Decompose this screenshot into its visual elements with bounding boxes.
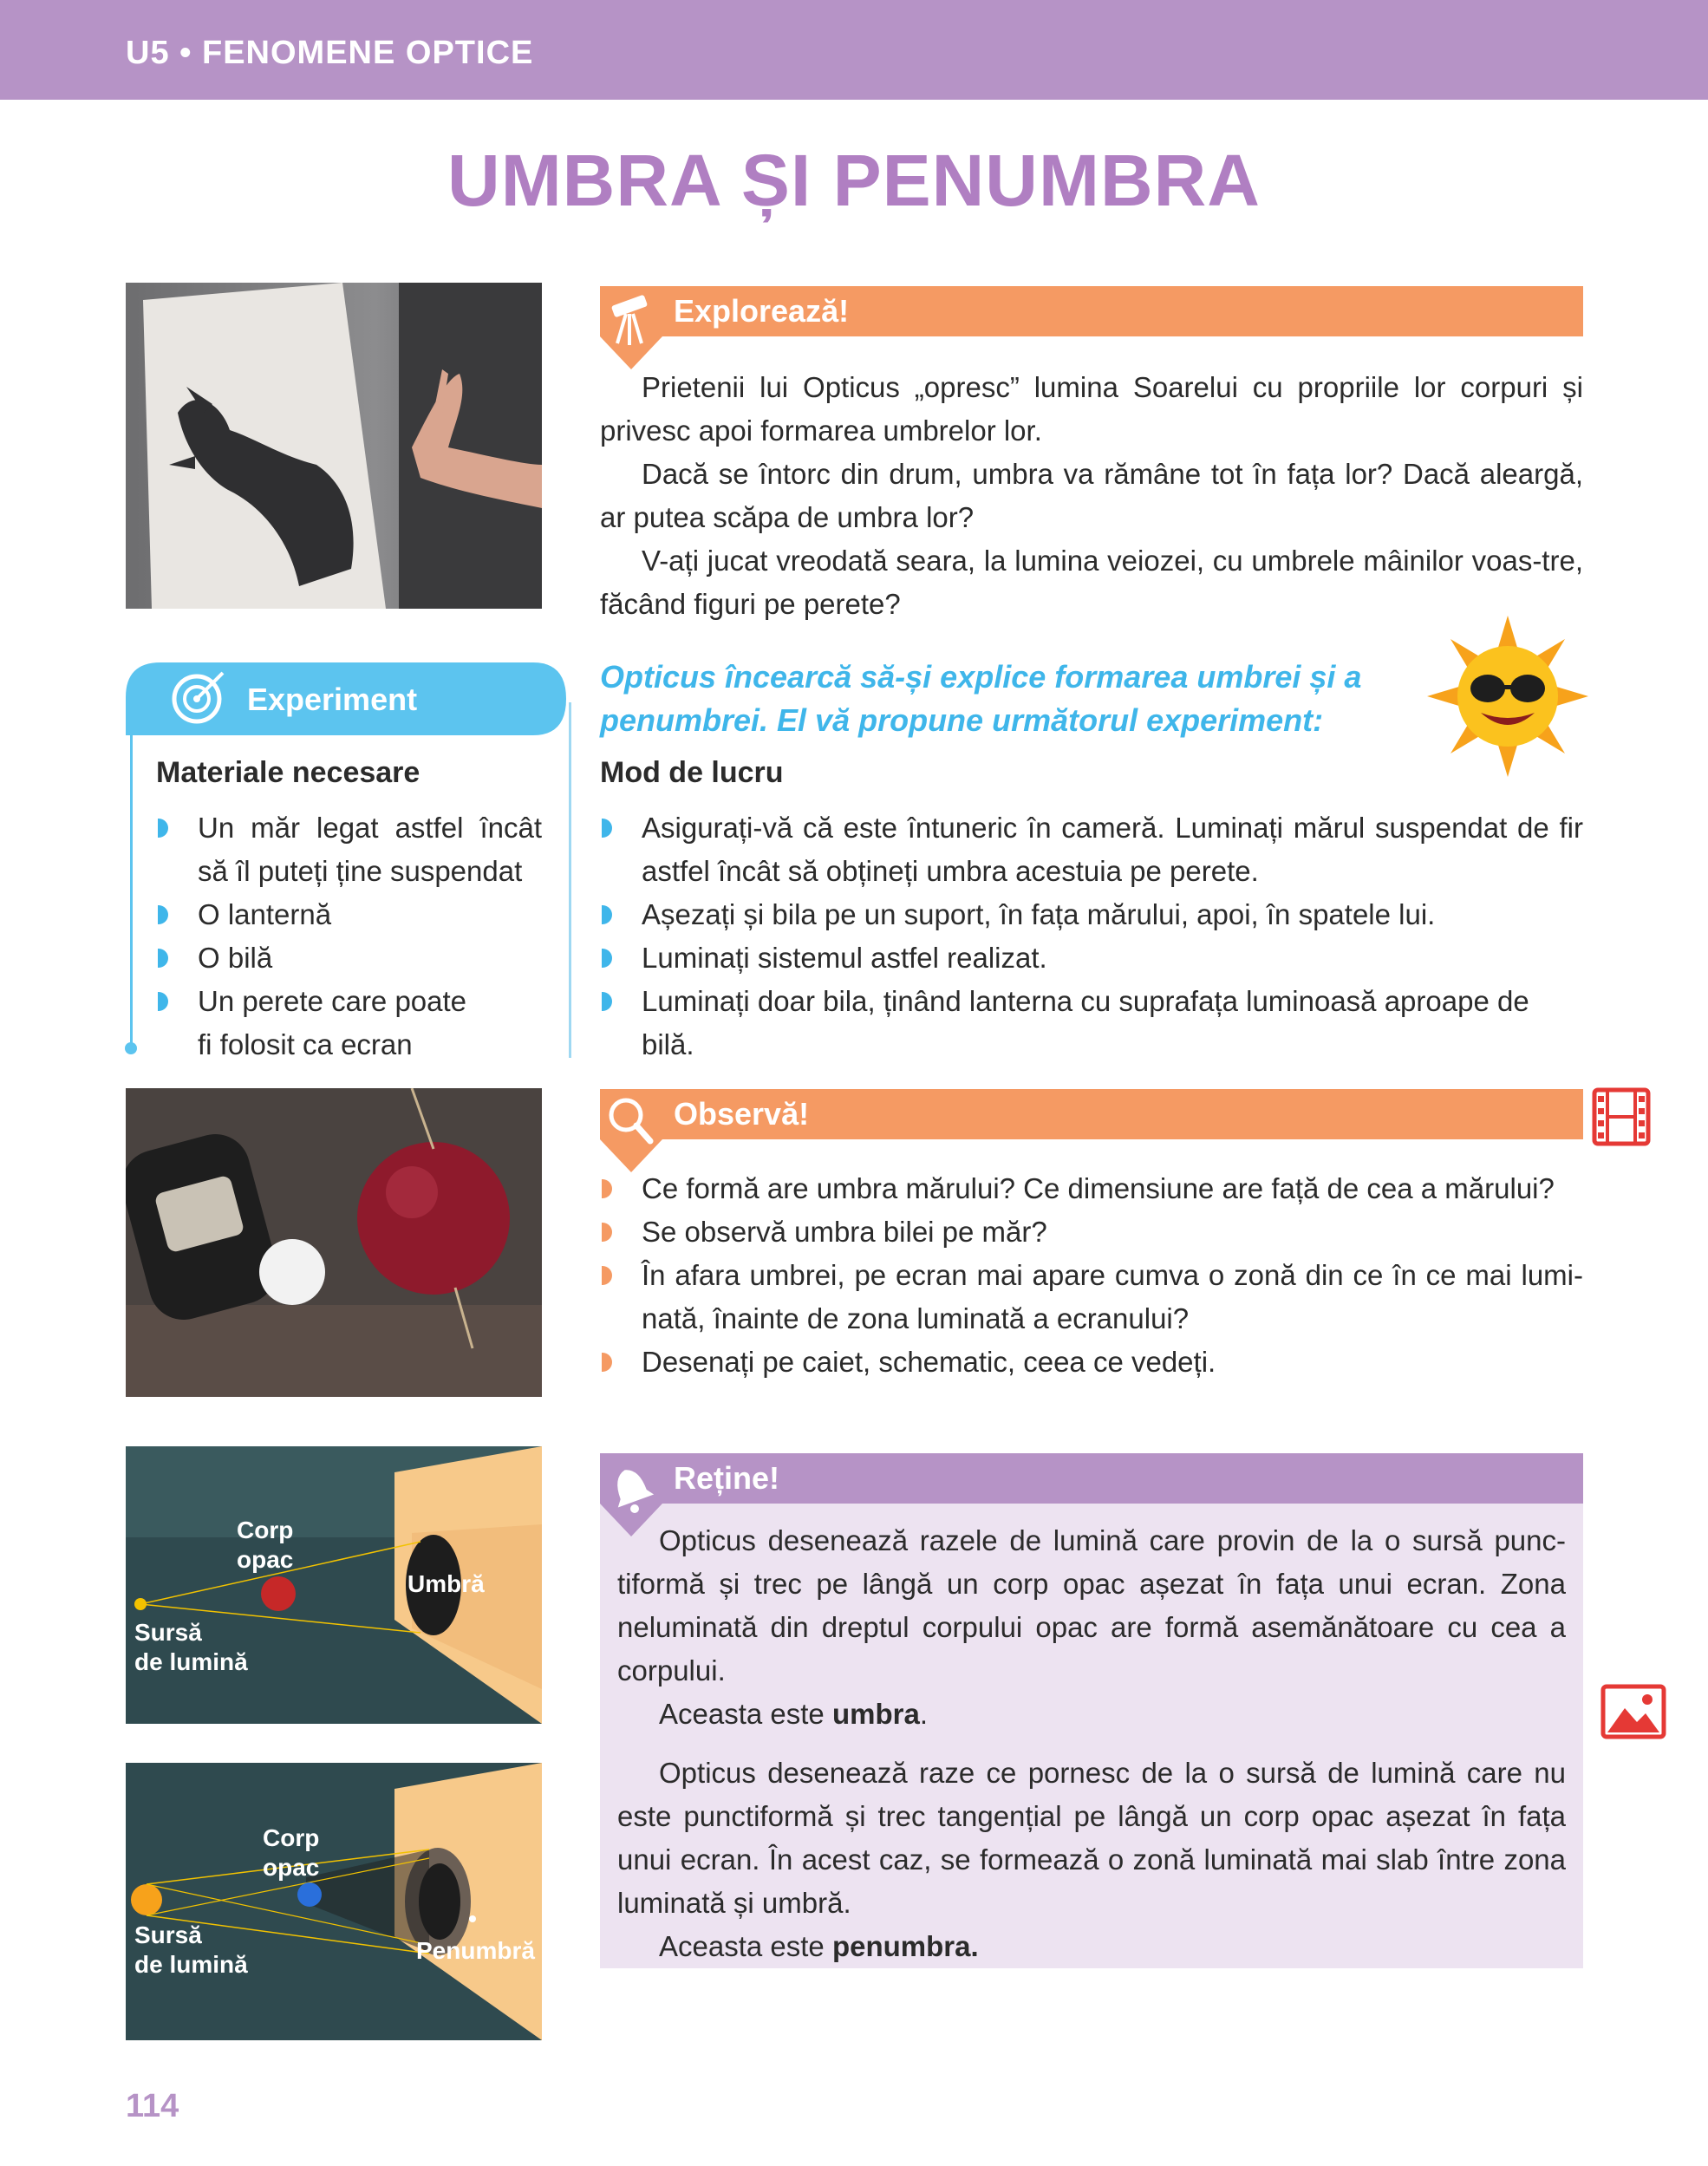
- list-item: Desenați pe caiet, schematic, ceea ce vedeți.: [600, 1341, 1583, 1384]
- list-item: Luminați doar bila, ținând lanterna cu suprafața luminoasă aproape de bilă.: [600, 980, 1583, 1067]
- shadow-diagram: [126, 1446, 542, 1724]
- retine-paragraph-3: Opticus desenează raze ce pornesc de la o sursă de lumină care nu este punctiformă și trec tangențial pe lângă un corp opac așezat în fața unui ecran. În acest caz, se formează o zonă luminată mai slab între zona luminată și umbră.: [617, 1757, 1566, 1919]
- explore-paragraph-1: Prietenii lui Opticus „opresc” lumina Soarelui cu propriile lor corpuri și privesc apoi formarea umbrelor lor.: [600, 371, 1583, 447]
- list-item: Luminați sistemul astfel realizat.: [600, 936, 1583, 980]
- term-umbra: umbra: [831, 1698, 920, 1730]
- experiment-title: Experiment: [247, 682, 418, 717]
- experiment-photo: [126, 1088, 542, 1397]
- method-list: [600, 806, 1583, 1067]
- explore-paragraph-2: Dacă se întorc din drum, umbra va rămâne tot în fața lor? Dacă aleargă, ar putea scăpa de umbra lor?: [600, 458, 1583, 533]
- magnifier-icon: [600, 1089, 662, 1172]
- page-number: 114: [126, 2088, 179, 2124]
- experiment-line-dot: [125, 1042, 137, 1054]
- term-penumbra: penumbra.: [831, 1930, 979, 1962]
- list-item: O bilă: [156, 936, 542, 980]
- list-item: Ce formă are umbra mărului? Ce dimensiune are față de cea a mărului?: [600, 1167, 1583, 1210]
- list-item: Asigurați-vă că este întuneric în cameră. Luminați mărul suspendat de fir astfel încât să obțineți umbra acestuia pe perete.: [600, 806, 1583, 893]
- experiment-header: [126, 662, 566, 735]
- method-heading: Mod de lucru: [600, 756, 784, 789]
- penumbra-label: Penumbră: [416, 1937, 535, 1964]
- experiment-left-line: [130, 735, 133, 1047]
- list-item: Un perete care poate fi folosit ca ecran: [156, 980, 542, 1067]
- explore-paragraph-3: V-ați jucat vreodată seara, la lumina veiozei, cu umbrele mâinilor voas-tre, făcând figuri pe perete?: [600, 545, 1583, 620]
- light-source-label: Sursă de lumină: [134, 1619, 248, 1675]
- opticus-intro: Opticus încearcă să-și explice formarea umbrei și a penumbrei. El vă propune următorul experiment:: [600, 659, 1362, 738]
- materials-list: [156, 806, 542, 1067]
- explore-text: [600, 366, 1583, 626]
- list-item: Un măr legat astfel încât să îl puteți ține suspendat: [156, 806, 542, 893]
- experiment-right-line: [569, 702, 571, 1058]
- retine-paragraph-1: Opticus desenează razele de lumină care provin de la o sursă punc-tiformă și trec pe lângă un corp opac așezat în fața unui ecran. Zona neluminată din dreptul corpului opac are formă asemănătoare cu cea a corpului.: [617, 1524, 1566, 1686]
- retine-paragraph-4: Aceasta este penumbra.: [659, 1930, 979, 1962]
- retine-text: [617, 1519, 1566, 1968]
- materials-heading: Materiale necesare: [156, 756, 420, 789]
- observe-title: Observă!: [674, 1096, 810, 1132]
- observe-header-bar: [600, 1089, 1583, 1139]
- sun-mascot-icon: [1427, 616, 1588, 777]
- film-icon[interactable]: [1592, 1087, 1651, 1146]
- shadow-label: Umbră: [407, 1570, 485, 1597]
- list-item: În afara umbrei, pe ecran mai apare cumva o zonă din ce în ce mai lumi-nată, înainte de zona luminată a ecranului?: [600, 1254, 1583, 1341]
- observe-list: [600, 1167, 1583, 1384]
- hand-shadow-photo: [126, 283, 542, 609]
- retine-title: Reține!: [674, 1460, 780, 1496]
- opaque-body-label: Corp opac: [263, 1824, 320, 1881]
- explore-header-bar: [600, 286, 1583, 336]
- list-item: Așezați și bila pe un suport, în fața mărului, apoi, în spatele lui.: [600, 893, 1583, 936]
- list-item: Se observă umbra bilei pe măr?: [600, 1210, 1583, 1254]
- telescope-icon: [600, 286, 662, 369]
- list-item: O lanternă: [156, 893, 542, 936]
- retine-paragraph-2: Aceasta este umbra.: [659, 1698, 928, 1730]
- image-gallery-icon[interactable]: [1600, 1684, 1666, 1739]
- opaque-body-label: Corp opac: [237, 1517, 294, 1573]
- light-source-label: Sursă de lumină: [134, 1921, 248, 1978]
- retine-header-bar: [600, 1453, 1583, 1504]
- unit-title: U5 • FENOMENE OPTICE: [126, 35, 534, 71]
- explore-title: Explorează!: [674, 293, 850, 329]
- penumbra-diagram: [126, 1763, 542, 2040]
- page-title: UMBRA ȘI PENUMBRA: [447, 140, 1261, 221]
